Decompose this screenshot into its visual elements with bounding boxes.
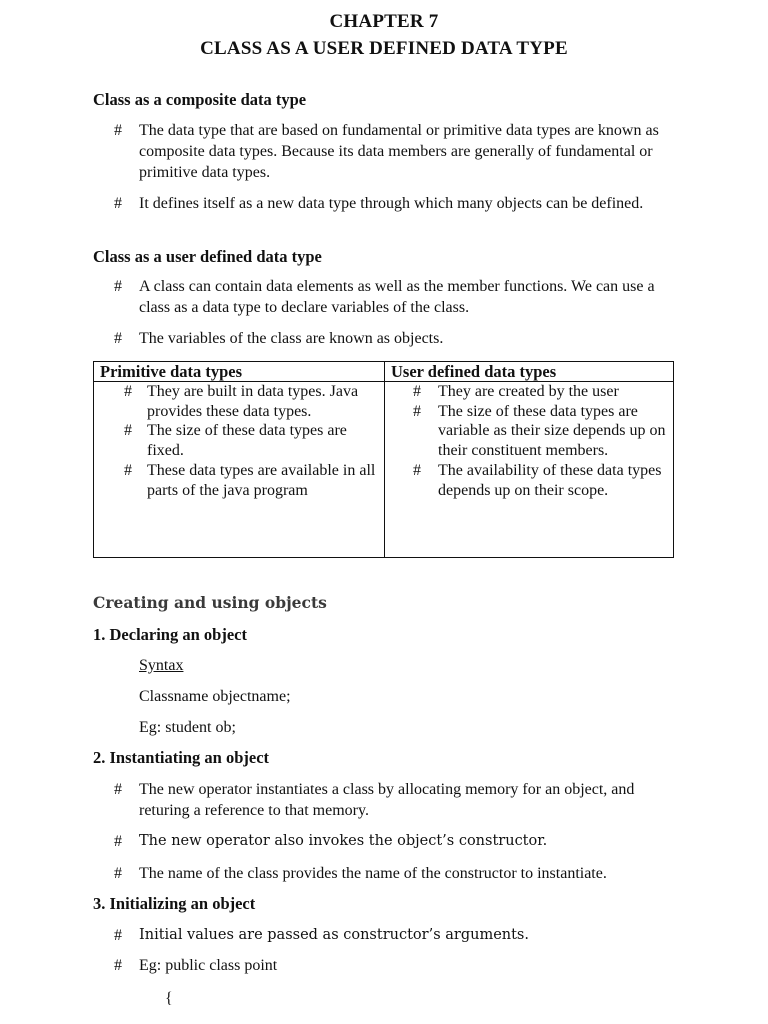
bullet-text: It defines itself as a new data type through which many objects can be defined. [139, 195, 644, 212]
table-list-item [94, 461, 384, 500]
table-list-item [385, 402, 675, 461]
step-heading-declaring: 1. Declaring an object [93, 625, 247, 644]
section-heading-user-defined: Class as a user defined data type [93, 247, 322, 266]
bullet-marker: # [114, 865, 122, 882]
bullet-text: Eg: public class point [139, 957, 278, 974]
bullet-item [114, 120, 674, 183]
table-item-text: The availability of these data types depends up on their scope. [438, 461, 662, 499]
bullet-text: The new operator also invokes the object’s constructor. [139, 833, 548, 849]
bullet-text: Initial values are passed as constructor’s arguments. [139, 927, 529, 943]
syntax-label: Syntax [139, 657, 184, 674]
table-header-user-defined: User defined data types [391, 362, 557, 381]
bullet-text: The data type that are based on fundamental or primitive data types are known as composite data types. Because its data members are generally of fundamental or primitive data types. [139, 122, 659, 181]
step-heading-initializing: 3. Initializing an object [93, 894, 256, 913]
bullet-marker: # [114, 833, 122, 850]
table-item-text: They are built in data types. Java provides these data types. [147, 383, 359, 420]
table-item-text: They are created by the user [438, 383, 619, 400]
comparison-table [93, 361, 674, 558]
bullet-item [114, 831, 674, 852]
bullet-marker: # [114, 122, 122, 139]
chapter-name: CLASS AS A USER DEFINED DATA TYPE [200, 38, 568, 59]
bullet-marker: # [114, 278, 122, 295]
bullet-marker: # [114, 781, 122, 798]
chapter-number: CHAPTER 7 [329, 11, 439, 32]
table-item-text: These data types are available in all parts of the java program [147, 461, 376, 499]
bullet-text: A class can contain data elements as well as the member functions. We can use a class as a data type to declare variables of the class. [139, 278, 655, 316]
bullet-marker: # [114, 195, 122, 212]
bullet-item [114, 863, 674, 884]
bullet-item [114, 193, 674, 235]
table-column-primitive [94, 362, 384, 500]
bullet-item [114, 925, 674, 946]
bullet-text: The new operator instantiates a class by allocating memory for an object, and returing a reference to that memory. [139, 781, 635, 819]
bullet-marker: # [124, 422, 132, 440]
table-item-text: The size of these data types are variable as their size depends up on their constituent members. [438, 402, 666, 460]
step-heading-instantiating: 2. Instantiating an object [93, 748, 270, 767]
table-column-user-defined [385, 362, 675, 500]
section-heading-creating-objects: Creating and using objects [93, 593, 327, 612]
chapter-title [0, 8, 768, 62]
code-open-brace: { [165, 990, 173, 1007]
bullet-item [114, 276, 674, 318]
syntax-line: Classname objectname; [139, 688, 291, 705]
table-list [385, 382, 675, 500]
table-list-item [385, 382, 675, 402]
bullet-text: The name of the class provides the name of the constructor to instantiate. [139, 865, 607, 882]
bullet-marker: # [413, 461, 421, 479]
table-list [94, 382, 384, 500]
table-header-primitive: Primitive data types [100, 362, 243, 381]
bullet-item [114, 328, 674, 349]
bullet-marker: # [114, 330, 122, 347]
table-list-item [94, 382, 384, 421]
bullet-marker: # [413, 383, 421, 400]
example-line: Eg: student ob; [139, 719, 236, 736]
bullet-marker: # [114, 957, 122, 974]
section-heading-composite: Class as a composite data type [93, 90, 307, 109]
table-list-item [385, 461, 675, 500]
bullet-marker: # [114, 927, 122, 944]
bullet-marker: # [413, 402, 421, 420]
bullet-item [114, 955, 674, 976]
bullet-text: The variables of the class are known as objects. [139, 330, 444, 347]
table-list-item [94, 421, 384, 460]
bullet-item [114, 779, 674, 821]
bullet-marker: # [124, 461, 132, 479]
bullet-marker: # [124, 383, 132, 400]
table-item-text: The size of these data types are fixed. [147, 422, 347, 460]
